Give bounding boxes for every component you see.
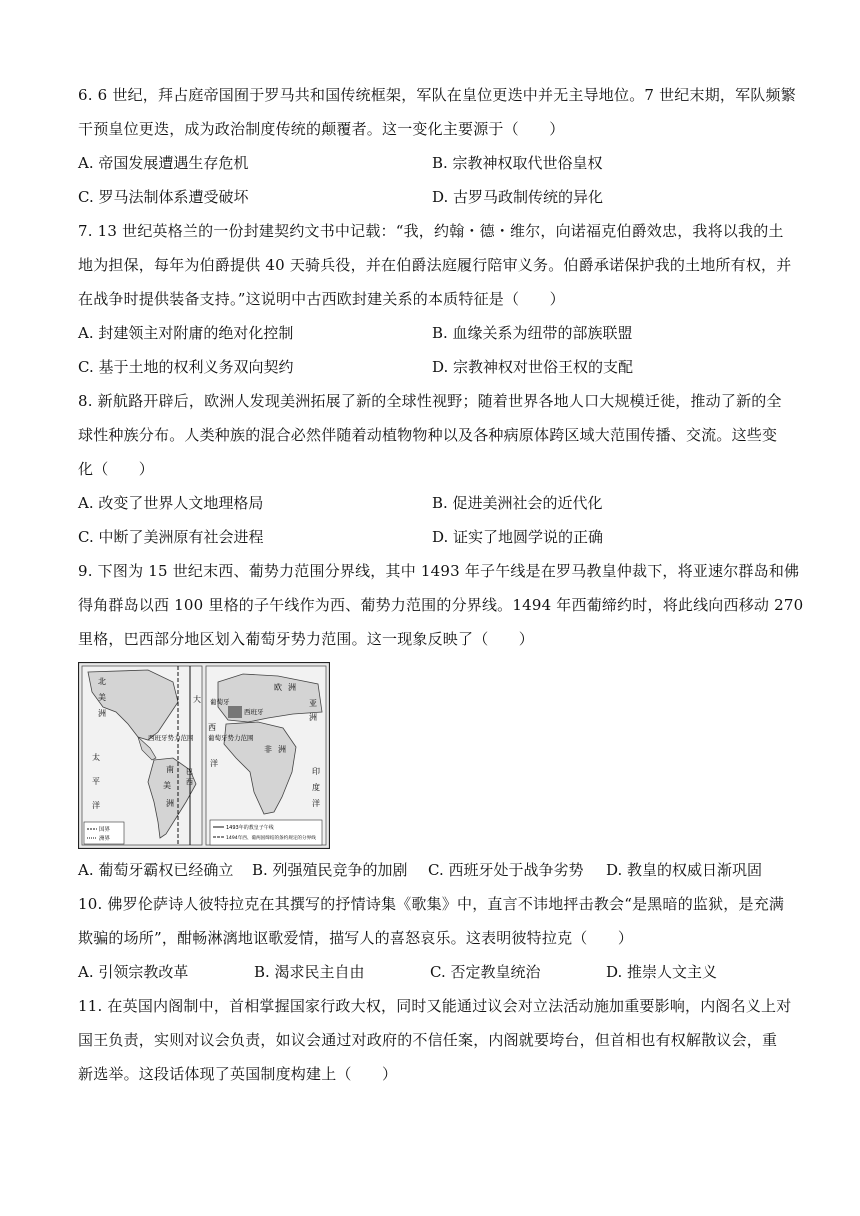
label-pacific: 洋 xyxy=(92,801,100,810)
option-d[interactable]: D. 教皇的权威日渐巩固 xyxy=(606,861,763,879)
label-brazil: 西 xyxy=(186,778,193,786)
label-brazil: 巴 xyxy=(186,768,193,776)
legend-1494: 1494年西、葡两国缔结的条约规定的分界线 xyxy=(226,836,316,841)
option-b[interactable]: B. 渴求民主自由 xyxy=(254,963,365,981)
option-b[interactable]: B. 列强殖民竞争的加剧 xyxy=(252,861,408,879)
option-c[interactable]: C. 西班牙处于战争劣势 xyxy=(428,861,584,879)
question-text-line: 11. 在英国内阁制中，首相掌握国家行政大权，同时又能通过议会对立法活动施加重要影响，内阁名义上对 xyxy=(78,997,792,1015)
label-pacific: 太 xyxy=(92,753,100,762)
option-d[interactable]: D. 推崇人文主义 xyxy=(606,963,718,981)
option-a[interactable]: A. 引领宗教改革 xyxy=(78,963,189,981)
option-c[interactable]: C. 否定教皇统治 xyxy=(430,963,541,981)
legend-continent-border: 洲界 xyxy=(99,836,111,842)
option-a[interactable]: A. 帝国发展遭遇生存危机 xyxy=(78,154,249,172)
question-10 xyxy=(78,887,786,989)
question-text-line: 地为担保，每年为伯爵提供 40 天骑兵役，并在伯爵法庭履行陪审义务。伯爵承诺保护我的土地所有权，并 xyxy=(78,256,792,274)
options-row xyxy=(78,146,786,180)
question-text-line: 10. 佛罗伦萨诗人彼特拉克在其撰写的抒情诗集《歌集》中，直言不讳地抨击教会“是黑暗的监狱，是充满 xyxy=(78,895,785,913)
label-spain: 西班牙 xyxy=(244,708,264,716)
label-north-america: 美 xyxy=(98,693,106,702)
question-11 xyxy=(78,989,792,1091)
label-africa: 非 xyxy=(264,745,272,754)
label-atlantic: 洋 xyxy=(210,759,218,768)
label-portugal: 葡萄牙 xyxy=(210,698,230,706)
option-b[interactable]: B. 血缘关系为纽带的部族联盟 xyxy=(432,324,633,342)
label-north-america: 洲 xyxy=(98,709,106,718)
option-d[interactable]: D. 宗教神权对世俗王权的支配 xyxy=(432,358,634,376)
option-d[interactable]: D. 古罗马政制传统的异化 xyxy=(432,188,604,206)
question-6 xyxy=(78,78,796,214)
label-south-america: 南 xyxy=(166,765,174,774)
option-c[interactable]: C. 罗马法制体系遭受破坏 xyxy=(78,188,249,206)
question-text-line: 欺骗的场所”，酣畅淋漓地讴歌爱情，描写人的喜怒哀乐。这表明彼特拉克（ ） xyxy=(78,929,634,947)
question-text-line: 9. 下图为 15 世纪末西、葡势力范围分界线，其中 1493 年子午线是在罗马教皇仲裁下，将亚速尔群岛和佛 xyxy=(78,562,800,580)
label-indian-ocean: 印 xyxy=(312,767,320,776)
label-pacific: 平 xyxy=(92,777,100,786)
question-text-line: 干预皇位更迭，成为政治制度传统的颠覆者。这一变化主要源于（ ） xyxy=(78,120,565,138)
label-south-america: 美 xyxy=(163,781,171,790)
map-svg xyxy=(78,662,330,849)
question-8 xyxy=(78,384,786,554)
exam-page xyxy=(78,78,804,1091)
options-row xyxy=(78,955,786,989)
option-c[interactable]: C. 中断了美洲原有社会进程 xyxy=(78,528,264,546)
options-row xyxy=(78,350,786,384)
question-9 xyxy=(78,554,804,887)
iberia-highlight xyxy=(228,706,242,718)
question-text-line: 新选举。这段话体现了英国制度构建上（ ） xyxy=(78,1065,398,1083)
option-c[interactable]: C. 基于土地的权利义务双向契约 xyxy=(78,358,294,376)
legend-1493: 1493年的教皇子午线 xyxy=(226,825,274,831)
options-row xyxy=(78,520,786,554)
option-b[interactable]: B. 宗教神权取代世俗皇权 xyxy=(432,154,603,172)
question-text-line: 6. 6 世纪，拜占庭帝国囿于罗马共和国传统框架，军队在皇位更迭中并无主导地位。7 世纪末期，军队频繁 xyxy=(78,86,796,104)
label-africa: 洲 xyxy=(278,745,286,754)
question-text-line: 在战争时提供装备支持。”这说明中古西欧封建关系的本质特征是（ ） xyxy=(78,290,565,308)
label-atlantic: 大 xyxy=(193,695,201,704)
label-europe: 欧 xyxy=(274,683,282,692)
option-a[interactable]: A. 改变了世界人文地理格局 xyxy=(78,494,264,512)
label-portuguese-sphere: 葡萄牙势力范围 xyxy=(208,734,254,742)
option-d[interactable]: D. 证实了地圆学说的正确 xyxy=(432,528,604,546)
label-asia: 亚 xyxy=(309,699,317,708)
label-spanish-sphere: 西班牙势力范围 xyxy=(148,734,194,742)
question-text-line: 8. 新航路开辟后，欧洲人发现美洲拓展了新的全球性视野；随着世界各地人口大规模迁徙，推动了新的全 xyxy=(78,392,782,410)
question-text-line: 化（ ） xyxy=(78,460,155,478)
question-text-line: 7. 13 世纪英格兰的一份封建契约文书中记载：“我，约翰・德・维尔，向诺福克伯爵效忠，我将以我的土 xyxy=(78,222,784,240)
question-text-line: 里格，巴西部分地区划入葡萄牙势力范围。这一现象反映了（ ） xyxy=(78,630,535,648)
label-north-america: 北 xyxy=(98,677,106,686)
demarcation-map xyxy=(78,662,330,849)
question-text-line: 球性种族分布。人类种族的混合必然伴随着动植物物种以及各种病原体跨区域大范围传播、交流。这些变 xyxy=(78,426,778,444)
question-text-line: 国王负责，实则对议会负责，如议会通过对政府的不信任案，内阁就要垮台，但首相也有权解散议会，重 xyxy=(78,1031,778,1049)
label-indian-ocean: 度 xyxy=(312,783,320,792)
label-europe: 洲 xyxy=(288,683,296,692)
legend-border: 国界 xyxy=(99,827,111,833)
options-row xyxy=(78,486,786,520)
option-a[interactable]: A. 封建领主对附庸的绝对化控制 xyxy=(78,324,294,342)
label-south-america: 洲 xyxy=(166,799,174,808)
options-row xyxy=(78,180,786,214)
label-indian-ocean: 洋 xyxy=(312,799,320,808)
options-row xyxy=(78,316,786,350)
option-a[interactable]: A. 葡萄牙霸权已经确立 xyxy=(78,861,234,879)
question-7 xyxy=(78,214,792,384)
label-asia: 洲 xyxy=(309,713,317,722)
question-text-line: 得角群岛以西 100 里格的子午线作为西、葡势力范围的分界线。1494 年西葡缔约时，将此线向西移动 270 xyxy=(78,596,804,614)
option-b[interactable]: B. 促进美洲社会的近代化 xyxy=(432,494,603,512)
options-row xyxy=(78,853,786,887)
label-atlantic: 西 xyxy=(208,723,216,732)
